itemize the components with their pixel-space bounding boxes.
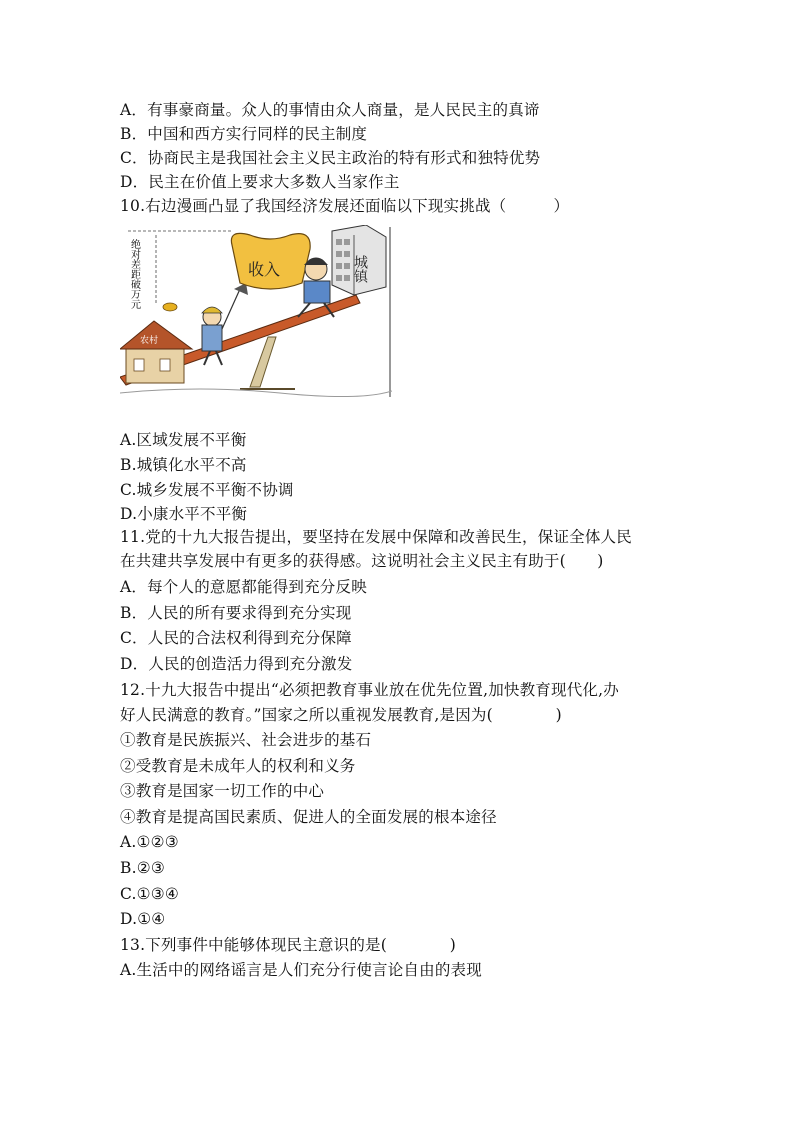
q11-option-b: B．人民的所有要求得到充分实现 — [120, 604, 352, 622]
q9-option-a: A．有事豪商量。众人的事情由众人商量，是人民民主的真谛 — [120, 101, 540, 119]
q12-option-a: A.①②③ — [120, 833, 179, 851]
q10-option-b: B.城镇化水平不高 — [120, 456, 247, 474]
svg-text:城镇: 城镇 — [352, 255, 368, 283]
q10-option-d: D.小康水平不平衡 — [120, 505, 248, 523]
q12-stem-line-1: 12.十九大报告中提出“必须把教育事业放在优先位置,加快教育现代化,办 — [120, 681, 619, 699]
svg-text:农村: 农村 — [140, 336, 159, 346]
q9-option-b: B．中国和西方实行同样的民主制度 — [120, 125, 368, 143]
q10-option-c: C.城乡发展不平衡不协调 — [120, 481, 294, 499]
q11-option-d: D．人民的创造活力得到充分激发 — [120, 655, 353, 673]
side-label — [129, 239, 141, 310]
q12-stem-line-2: 好人民满意的教育。”国家之所以重视发展教育,是因为( ) — [120, 706, 562, 724]
q12-option-b: B.②③ — [120, 859, 165, 877]
svg-text:收入: 收入 — [248, 260, 281, 279]
q12-option-d: D.①④ — [120, 910, 166, 928]
q11-option-a: A．每个人的意愿都能得到充分反映 — [120, 578, 367, 596]
gold-ingot-icon — [231, 233, 310, 289]
svg-text:绝对差距破万元: 绝对差距破万元 — [128, 239, 140, 309]
q10-option-a: A.区域发展不平衡 — [120, 431, 247, 449]
building-icon — [332, 225, 386, 295]
q12-statement-1: ①教育是民族振兴、社会进步的基石 — [120, 731, 372, 749]
q11-option-c: C．人民的合法权利得到充分保障 — [120, 629, 352, 647]
q12-statement-2: ②受教育是未成年人的权利和义务 — [120, 757, 356, 775]
q13-stem: 13.下列事件中能够体现民主意识的是( ) — [120, 936, 457, 954]
q12-statement-3: ③教育是国家一切工作的中心 — [120, 782, 325, 800]
q10-stem: 10.右边漫画凸显了我国经济发展还面临以下现实挑战（ ） — [120, 197, 570, 215]
q13-option-a: A.生活中的网络谣言是人们充分行使言论自由的表现 — [120, 961, 482, 979]
q11-stem-line-1: 11.党的十九大报告提出，要坚持在发展中保障和改善民生，保证全体人民 — [120, 528, 632, 546]
q12-statement-4: ④教育是提高国民素质、促进人的全面发展的根本途径 — [120, 808, 497, 826]
q12-option-c: C.①③④ — [120, 885, 179, 903]
cartoon-image — [120, 225, 392, 397]
q9-option-c: C．协商民主是我国社会主义民主政治的特有形式和独特优势 — [120, 149, 541, 167]
q9-option-d: D．民主在价值上要求大多数人当家作主 — [120, 173, 400, 191]
q11-stem-line-2: 在共建共享发展中有更多的获得感。这说明社会主义民主有助于( ) — [120, 552, 604, 570]
house-icon — [120, 321, 192, 383]
